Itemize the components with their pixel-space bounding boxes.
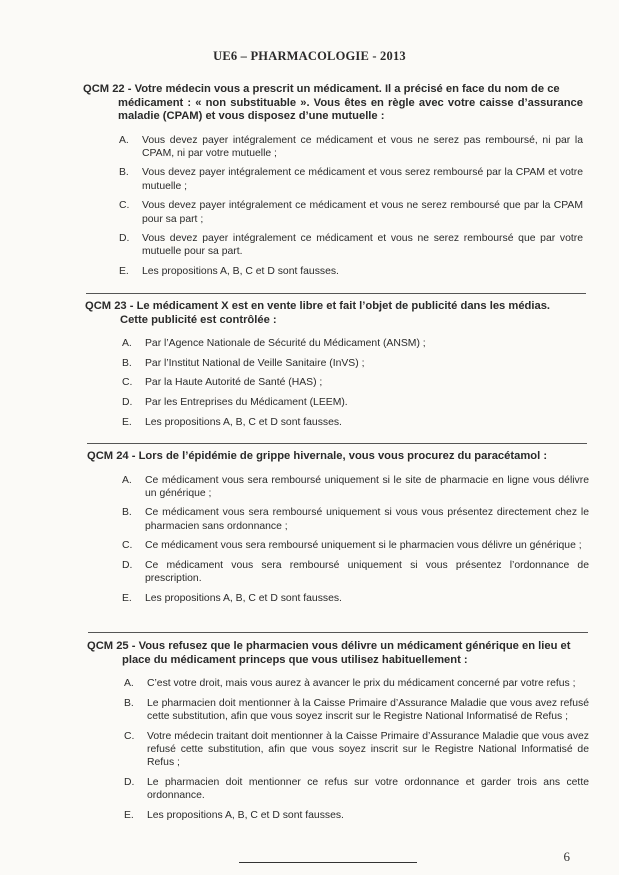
question-stem xyxy=(83,83,583,124)
question-qcm-24 xyxy=(87,450,589,612)
answer-option-a[interactable] xyxy=(119,134,583,160)
option-text: Vous devez payer intégralement ce médicament et vous serez remboursé par la CPAM et votre mutuelle ; xyxy=(142,167,583,192)
answer-option-e[interactable] xyxy=(119,265,583,278)
option-text: Votre médecin traitant doit mentionner à la Caisse Primaire d’Assurance Maladie que vous avez refusé cette substitution, afin que vous soyez inscrit sur le Registre National Informatisé de Refus ; xyxy=(147,730,589,769)
answer-option-e[interactable] xyxy=(122,416,587,429)
question-stem xyxy=(85,300,587,327)
option-text: Par l’Institut National de Veille Sanitaire (InVS) ; xyxy=(145,357,365,369)
option-text: Ce médicament vous sera remboursé uniquement si le pharmacien vous délivre un générique ; xyxy=(145,540,582,552)
option-text: Le pharmacien doit mentionner à la Caisse Primaire d’Assurance Maladie que vous avez refusé cette substitution, afin que vous soyez inscrit sur le Registre National Informatisé de Refus ; xyxy=(147,697,589,722)
question-stem-first: QCM 23 - Le médicament X est en vente libre et fait l’objet de publicité dans les médias. xyxy=(85,300,551,312)
option-letter: A. xyxy=(122,474,132,486)
option-letter: E. xyxy=(119,266,129,278)
page-header: UE6 – PHARMACOLOGIE - 2013 xyxy=(213,49,406,63)
option-letter: E. xyxy=(124,809,134,821)
option-letter: B. xyxy=(119,167,129,179)
section-divider xyxy=(86,293,586,294)
answer-option-e[interactable] xyxy=(124,809,589,822)
question-stem-first: QCM 24 - Lors de l’épidémie de grippe hivernale, vous vous procurez du paracétamol : xyxy=(87,450,548,462)
option-letter: A. xyxy=(122,338,132,349)
option-text: Vous devez payer intégralement ce médicament et vous ne serez pas remboursé, ni par la CPAM, ni par votre mutuelle ; xyxy=(142,134,583,159)
option-text: Ce médicament vous sera remboursé uniquement si vous vous présentez directement chez le pharmacien sans ordonnance ; xyxy=(145,507,589,532)
section-divider xyxy=(87,443,587,444)
answer-option-b[interactable] xyxy=(122,357,587,370)
option-text: Les propositions A, B, C et D sont fausses. xyxy=(142,266,339,278)
page-number: 6 xyxy=(563,849,570,864)
option-text: Par l’Agence Nationale de Sécurité du Médicament (ANSM) ; xyxy=(145,338,426,349)
answer-option-d[interactable] xyxy=(122,396,587,409)
answer-option-b[interactable] xyxy=(122,506,589,532)
answer-option-a[interactable] xyxy=(122,337,587,350)
question-stem xyxy=(87,640,589,667)
option-letter: A. xyxy=(119,134,129,146)
option-letter: D. xyxy=(119,233,130,245)
section-divider xyxy=(88,632,588,633)
question-qcm-23 xyxy=(85,300,587,436)
option-letter: E. xyxy=(122,416,132,428)
answer-option-c[interactable] xyxy=(119,199,583,225)
option-letter: B. xyxy=(124,697,134,709)
question-stem-rest: place du médicament princeps que vous utilisez habituellement : xyxy=(122,653,468,666)
option-text: Les propositions A, B, C et D sont fausses. xyxy=(145,592,342,604)
option-letter: B. xyxy=(122,357,132,369)
answer-options xyxy=(87,677,589,822)
option-text: Ce médicament vous sera remboursé uniquement si le site de pharmacie en ligne vous délivre un générique ; xyxy=(145,474,589,499)
footer-divider xyxy=(239,862,417,863)
answer-option-d[interactable] xyxy=(119,232,583,258)
option-letter: D. xyxy=(124,776,135,788)
answer-option-b[interactable] xyxy=(119,166,583,192)
question-qcm-25 xyxy=(87,640,589,828)
question-stem-rest: médicament : « non substituable ». Vous êtes en règle avec votre caisse d’assurance maladie (CPAM) et vous disposez d’une mutuelle : xyxy=(118,96,583,122)
answer-option-c[interactable] xyxy=(122,376,587,389)
option-letter: B. xyxy=(122,507,132,519)
option-text: Le pharmacien doit mentionner ce refus sur votre ordonnance et garder trois ans cette ordonnance. xyxy=(147,776,589,801)
answer-option-c[interactable] xyxy=(124,730,589,770)
option-text: Vous devez payer intégralement ce médicament et vous ne serez remboursé que par la CPAM pour sa part ; xyxy=(142,200,583,225)
question-stem-first: QCM 25 - Vous refusez que le pharmacien vous délivre un médicament générique en lieu et xyxy=(87,640,571,652)
option-letter: A. xyxy=(124,678,134,689)
answer-option-b[interactable] xyxy=(124,697,589,723)
question-qcm-22 xyxy=(83,83,583,285)
option-text: Par les Entreprises du Médicament (LEEM). xyxy=(145,397,348,409)
option-letter: C. xyxy=(119,200,130,212)
question-stem-first: QCM 22 - Votre médecin vous a prescrit un médicament. Il a précisé en face du nom de ce xyxy=(83,83,560,95)
option-letter: C. xyxy=(122,377,133,389)
option-text: Ce médicament vous sera remboursé uniquement si vous présentez l’ordonnance de prescription. xyxy=(145,560,589,585)
answer-options xyxy=(83,134,583,279)
option-letter: E. xyxy=(122,592,132,604)
option-letter: D. xyxy=(122,397,133,409)
question-stem xyxy=(87,450,589,464)
option-letter: C. xyxy=(122,540,133,552)
answer-option-d[interactable] xyxy=(124,776,589,802)
option-text: C’est votre droit, mais vous aurez à avancer le prix du médicament concerné par votre refus ; xyxy=(147,678,576,689)
answer-options xyxy=(85,337,587,429)
option-letter: D. xyxy=(122,560,133,572)
option-letter: C. xyxy=(124,730,135,742)
answer-option-a[interactable] xyxy=(122,474,589,500)
answer-option-c[interactable] xyxy=(122,539,589,552)
option-text: Les propositions A, B, C et D sont fausses. xyxy=(145,416,342,428)
answer-option-e[interactable] xyxy=(122,592,589,605)
option-text: Vous devez payer intégralement ce médicament et vous ne serez remboursé que par votre mutuelle pour sa part. xyxy=(142,233,583,258)
option-text: Les propositions A, B, C et D sont fausses. xyxy=(147,809,344,821)
question-stem-rest: Cette publicité est contrôlée : xyxy=(120,313,277,326)
option-text: Par la Haute Autorité de Santé (HAS) ; xyxy=(145,377,323,389)
answer-option-d[interactable] xyxy=(122,559,589,585)
answer-options xyxy=(87,474,589,606)
answer-option-a[interactable] xyxy=(124,677,589,690)
